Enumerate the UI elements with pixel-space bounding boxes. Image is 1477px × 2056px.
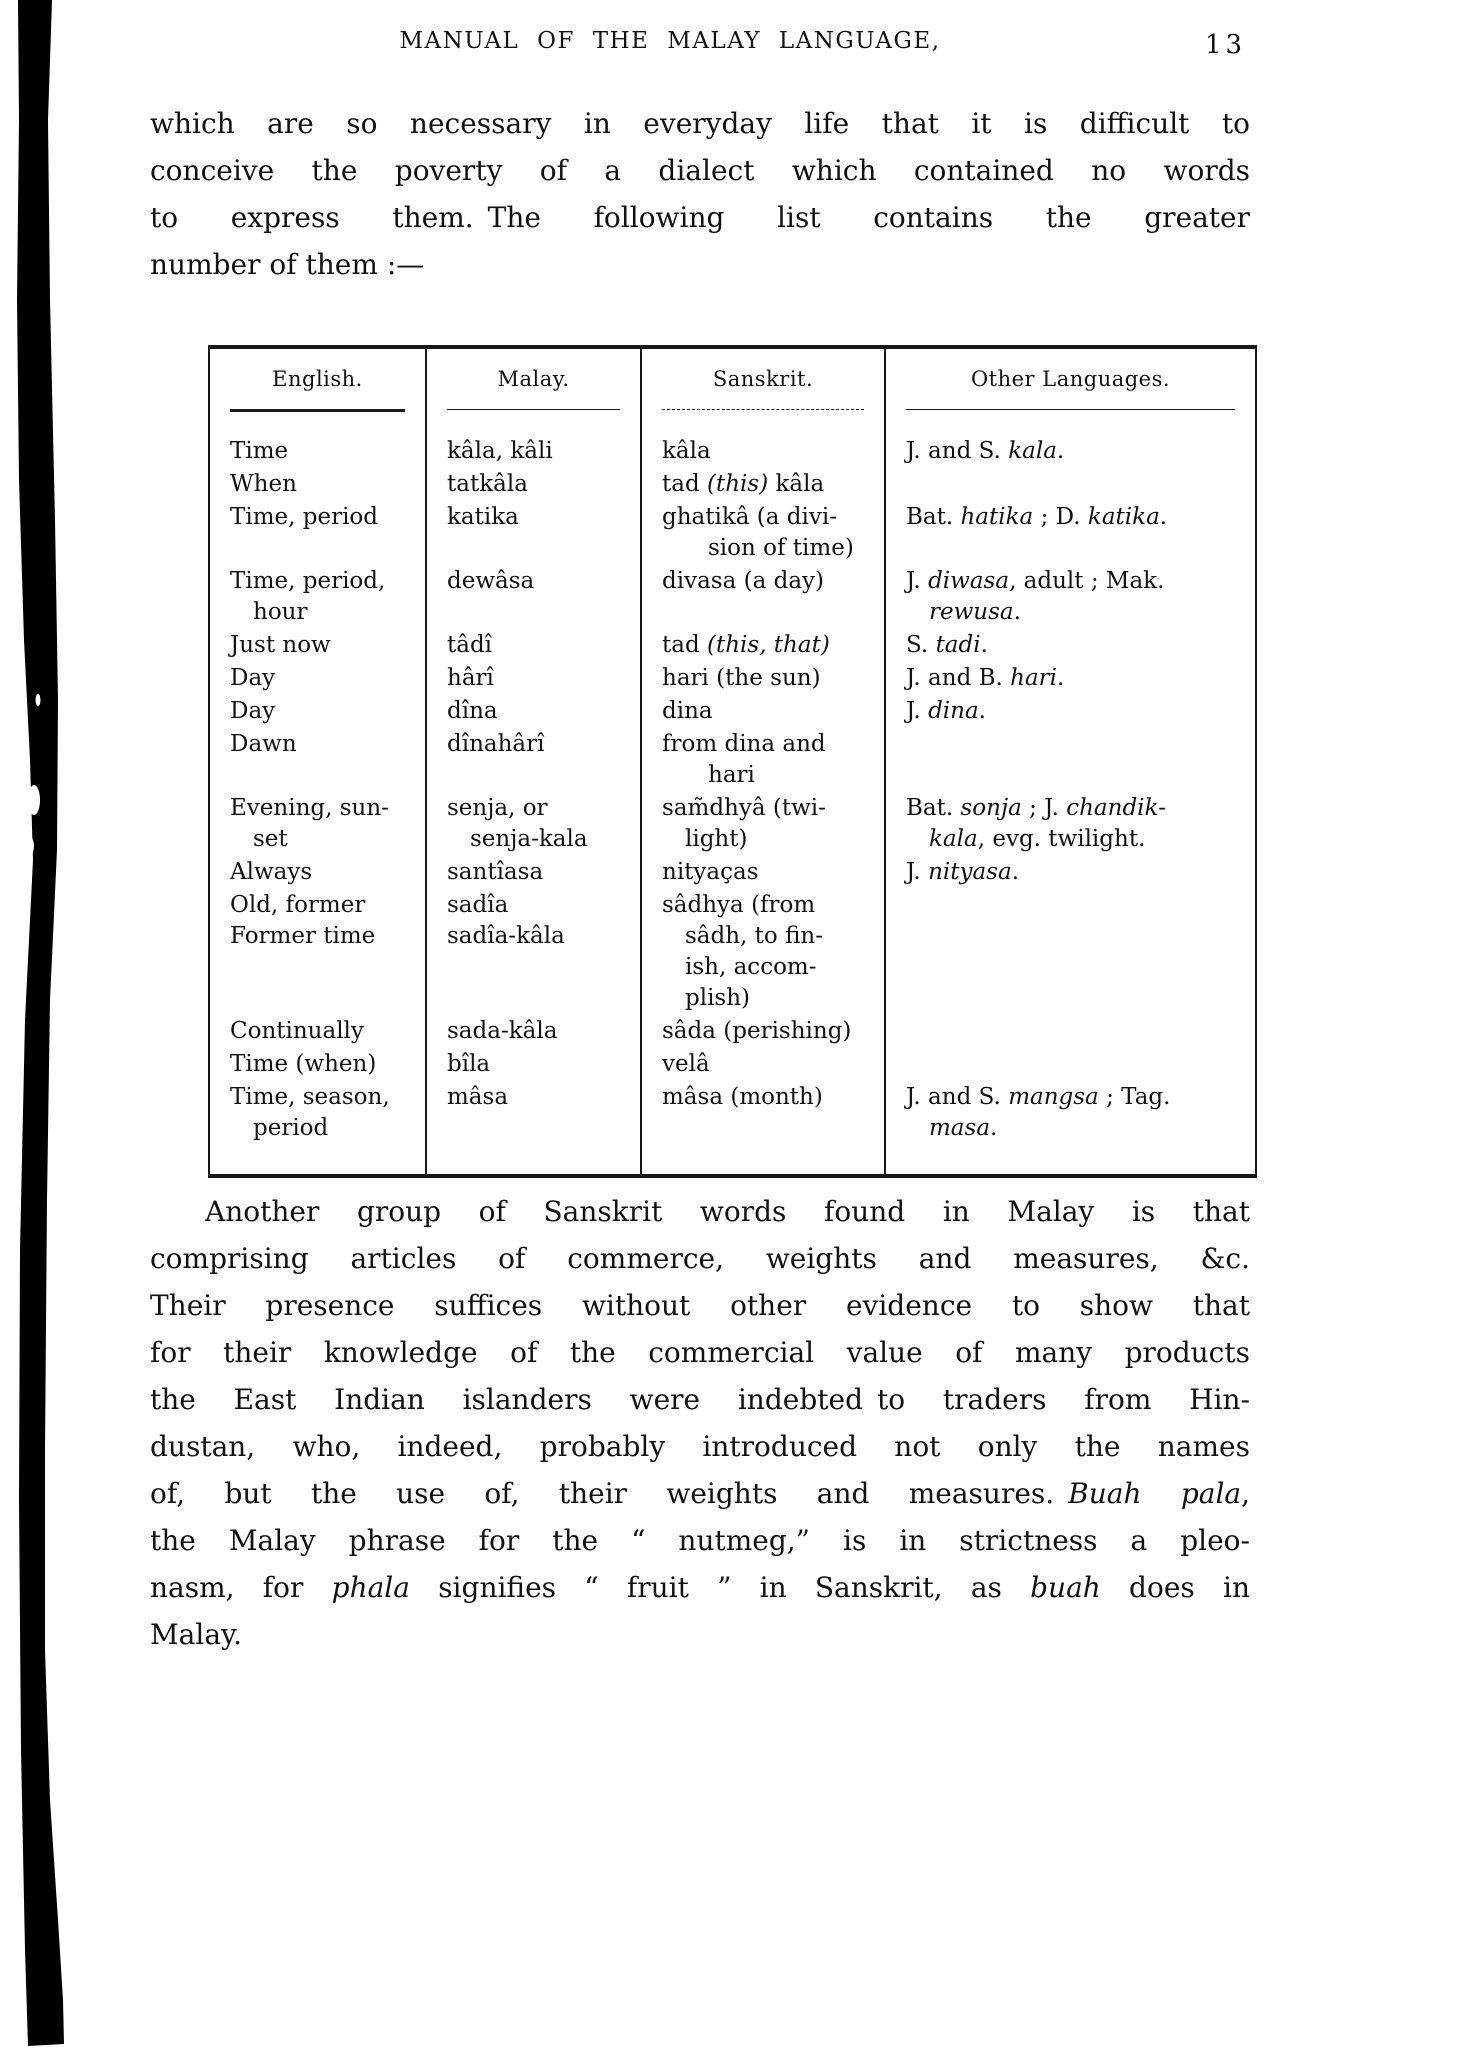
cell-sanskrit: sâda (perishing)	[641, 1015, 885, 1048]
text-line: Another group of Sanskrit words found in Malay is that	[205, 1195, 1250, 1228]
table-row	[209, 889, 1256, 1015]
cell-malay: dîna	[426, 695, 641, 728]
cell-other: S. tadi.	[885, 629, 1256, 662]
text-line: the Malay phrase for the “ nutmeg,” is in strictness a pleo-	[150, 1524, 1250, 1557]
cell-english: Time (when)	[209, 1048, 426, 1081]
cell-sanskrit: dina	[641, 695, 885, 728]
page-number: 13	[1205, 30, 1247, 60]
header-rule	[906, 409, 1235, 410]
cell-other	[885, 728, 1256, 792]
text-line: nasm, for phala signifies “ fruit ” in Sanskrit, as buah does in	[150, 1571, 1250, 1604]
cell-english: Continually	[209, 1015, 426, 1048]
cell-english: Time	[209, 422, 426, 468]
cell-malay: dewâsa	[426, 565, 641, 629]
scan-edge-artifact	[0, 0, 75, 2056]
column-header-other-languages	[885, 347, 1256, 422]
text-line: to express them. The following list contains the greater	[150, 201, 1250, 234]
cell-other	[885, 889, 1256, 1015]
header-row	[209, 347, 1256, 422]
column-header-malay	[426, 347, 641, 422]
table-row	[209, 565, 1256, 629]
cell-sanskrit: nityaças	[641, 856, 885, 889]
cell-english: When	[209, 468, 426, 501]
text-line: for their knowledge of the commercial value of many products	[150, 1336, 1250, 1369]
cell-malay: tatkâla	[426, 468, 641, 501]
column-header-label: Sanskrit.	[712, 367, 814, 391]
header-rule	[230, 409, 405, 412]
table-row	[209, 468, 1256, 501]
cell-english: Just now	[209, 629, 426, 662]
cell-malay: hârî	[426, 662, 641, 695]
table-row	[209, 856, 1256, 889]
cell-other: Bat. sonja ; J. chandik- kala, evg. twilight.	[885, 792, 1256, 856]
text-line: Malay.	[150, 1618, 243, 1651]
text-line: dustan, who, indeed, probably introduced not only the names	[150, 1430, 1250, 1463]
table-row	[209, 1015, 1256, 1048]
running-title: MANUAL OF THE MALAY LANGUAGE,	[399, 28, 941, 54]
text-line: conceive the poverty of a dialect which contained no words	[150, 154, 1250, 187]
cell-malay: sada-kâla	[426, 1015, 641, 1048]
cell-sanskrit: ghatikâ (a divi- sion of time)	[641, 501, 885, 565]
table-row	[209, 629, 1256, 662]
text-line: comprising articles of commerce, weights and measures, &c.	[150, 1242, 1250, 1275]
column-header-label: Malay.	[497, 367, 570, 391]
table-row	[209, 1081, 1256, 1176]
cell-malay: katika	[426, 501, 641, 565]
cell-sanskrit: sam̃dhyâ (twi- light)	[641, 792, 885, 856]
text-line: the East Indian islanders were indebted to traders from Hin-	[150, 1383, 1250, 1416]
text-line: number of them :—	[150, 248, 425, 281]
cell-sanskrit: divasa (a day)	[641, 565, 885, 629]
cell-english: Dawn	[209, 728, 426, 792]
cell-malay: dînahârî	[426, 728, 641, 792]
cell-other	[885, 1048, 1256, 1081]
cell-sanskrit: tad (this) kâla	[641, 468, 885, 501]
cell-other: J. dina.	[885, 695, 1256, 728]
table-row	[209, 501, 1256, 565]
cell-other: J. and S. mangsa ; Tag. masa.	[885, 1081, 1256, 1176]
vocabulary-table	[208, 345, 1257, 1178]
cell-english: Old, former Former time	[209, 889, 426, 1015]
table-row	[209, 1048, 1256, 1081]
commerce-paragraph	[150, 1188, 1250, 1658]
table-row	[209, 422, 1256, 468]
cell-english: Day	[209, 662, 426, 695]
cell-sanskrit: hari (the sun)	[641, 662, 885, 695]
cell-english: Time, season, period	[209, 1081, 426, 1176]
column-header-sanskrit	[641, 347, 885, 422]
cell-malay: bîla	[426, 1048, 641, 1081]
header-rule	[662, 409, 864, 410]
cell-english: Time, period	[209, 501, 426, 565]
cell-malay: santîasa	[426, 856, 641, 889]
table-row	[209, 662, 1256, 695]
header-rule	[447, 409, 620, 410]
cell-english: Evening, sun- set	[209, 792, 426, 856]
table-row	[209, 728, 1256, 792]
cell-sanskrit: sâdhya (from sâdh, to fin- ish, accom- plish)	[641, 889, 885, 1015]
column-header-label: English.	[272, 367, 363, 391]
column-header-label: Other Languages.	[970, 367, 1171, 391]
cell-other	[885, 468, 1256, 501]
cell-english: Day	[209, 695, 426, 728]
cell-english: Always	[209, 856, 426, 889]
cell-sanskrit: tad (this, that)	[641, 629, 885, 662]
cell-other	[885, 1015, 1256, 1048]
cell-english: Time, period, hour	[209, 565, 426, 629]
cell-malay: mâsa	[426, 1081, 641, 1176]
cell-other: Bat. hatika ; D. katika.	[885, 501, 1256, 565]
cell-malay: kâla, kâli	[426, 422, 641, 468]
cell-sanskrit: mâsa (month)	[641, 1081, 885, 1176]
text-line: Their presence suffices without other evidence to show that	[150, 1289, 1250, 1322]
column-header-english	[209, 347, 426, 422]
cell-sanskrit: kâla	[641, 422, 885, 468]
table-row	[209, 695, 1256, 728]
table-body	[209, 422, 1256, 1176]
cell-malay: tâdî	[426, 629, 641, 662]
cell-other: J. nityasa.	[885, 856, 1256, 889]
cell-sanskrit: velâ	[641, 1048, 885, 1081]
cell-sanskrit: from dina and hari	[641, 728, 885, 792]
intro-paragraph	[150, 100, 1250, 288]
table-row	[209, 792, 1256, 856]
cell-other: J. and B. hari.	[885, 662, 1256, 695]
table-header	[209, 347, 1256, 422]
cell-other: J. and S. kala.	[885, 422, 1256, 468]
text-line: which are so necessary in everyday life that it is difficult to	[150, 107, 1250, 140]
cell-other: J. diwasa, adult ; Mak. rewusa.	[885, 565, 1256, 629]
text-line: of, but the use of, their weights and measures. Buah pala,	[150, 1477, 1250, 1510]
cell-malay: sadîa sadîa-kâla	[426, 889, 641, 1015]
cell-malay: senja, or senja-kala	[426, 792, 641, 856]
